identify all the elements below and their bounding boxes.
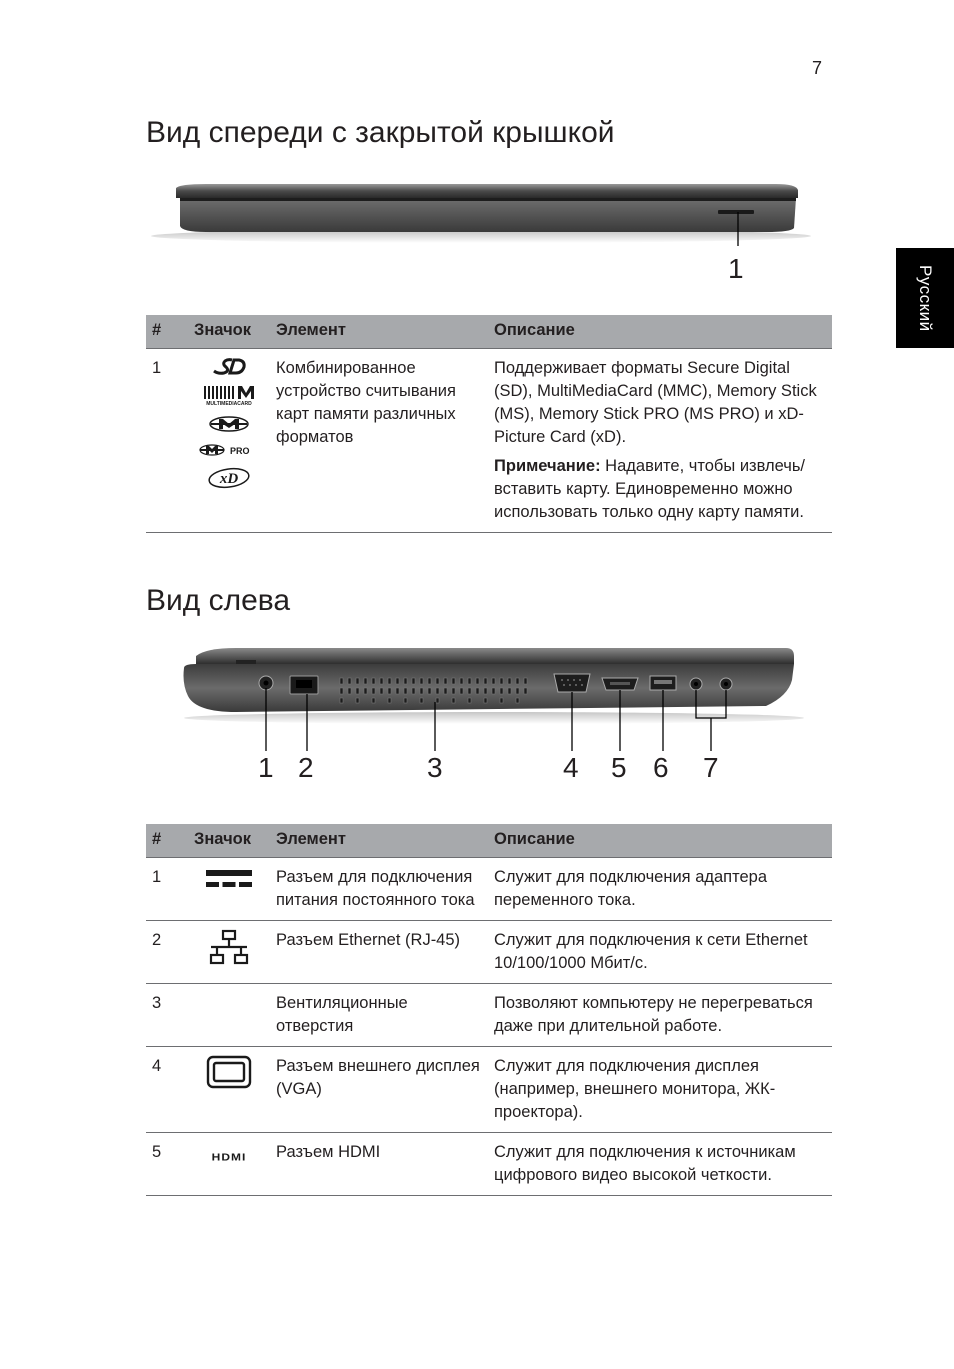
memory-stick-pro-logo-icon: [198, 442, 260, 465]
row-number: 5: [146, 1133, 188, 1196]
row-element: Комбинированное устройство считывания карт памяти различных форматов: [270, 349, 488, 533]
row-number: 1: [146, 349, 188, 533]
left-callout-6: 6: [653, 752, 669, 783]
ethernet-network-icon: [194, 929, 264, 967]
table-row: [146, 858, 832, 921]
header-icon: Значок: [188, 315, 270, 349]
header-description: Описание: [488, 315, 832, 349]
left-callout-3: 3: [427, 752, 443, 783]
left-callout-5: 5: [611, 752, 627, 783]
row-number: 1: [146, 858, 188, 921]
vga-display-icon: [194, 1055, 264, 1089]
row-icon: [188, 984, 270, 1047]
header-description: Описание: [488, 824, 832, 858]
front-view-table: [146, 315, 832, 533]
table-row: [146, 1047, 832, 1133]
left-callout-2: 2: [298, 752, 314, 783]
row-element: Разъем внешнего дисплея (VGA): [270, 1047, 488, 1133]
row-icon: [188, 858, 270, 921]
row-icon: [188, 921, 270, 984]
front-view-title: Вид спереди с закрытой крышкой: [146, 116, 615, 149]
multimediacard-logo-icon: [202, 384, 256, 413]
row-description: Служит для подключения к сети Ethernet 10/100/1000 Мбит/с.: [488, 921, 832, 984]
description-text: Поддерживает форматы Secure Digital (SD), MultiMediaCard (MMC), Memory Stick (MS), Memory Stick PRO (MS PRO) и xD-Picture Card (xD).: [494, 359, 817, 446]
row-description: Служит для подключения к источникам цифрового видео высокой четкости.: [488, 1133, 832, 1196]
row-description: Служит для подключения адаптера переменного тока.: [488, 858, 832, 921]
header-icon: Значок: [188, 824, 270, 858]
row-description: Позволяют компьютеру не перегреваться даже при длительной работе.: [488, 984, 832, 1047]
page-number: 7: [812, 58, 823, 78]
row-element: Разъем Ethernet (RJ-45): [270, 921, 488, 984]
row-description: Служит для подключения дисплея (например, внешнего монитора, ЖК-проектора).: [488, 1047, 832, 1133]
left-callout-1: 1: [258, 752, 274, 783]
table-header-row: [146, 824, 832, 858]
language-tab-label: Русский: [916, 264, 935, 332]
row-element: Разъем для подключения питания постоянного тока: [270, 858, 488, 921]
left-view-table: [146, 824, 832, 1196]
table-row: [146, 984, 832, 1047]
front-callout-1: 1: [728, 253, 744, 284]
xd-logo-icon: [206, 467, 252, 496]
ms-pro-logo-text: PRO: [230, 446, 250, 456]
header-num: #: [146, 315, 188, 349]
row-element: Вентиляционные отверстия: [270, 984, 488, 1047]
table-header-row: [146, 315, 832, 349]
memory-stick-logo-icon: [207, 415, 251, 440]
left-view-illustration: [176, 636, 806, 751]
front-view-illustration: [146, 176, 816, 246]
sd-logo-icon: [212, 357, 246, 382]
row-element: Разъем HDMI: [270, 1133, 488, 1196]
mmc-logo-text: MULTIMEDIACARD: [206, 401, 252, 406]
row-icon: [188, 1133, 270, 1196]
dc-power-icon: [194, 866, 264, 892]
header-num: #: [146, 824, 188, 858]
left-callout-7: 7: [703, 752, 719, 783]
header-element: Элемент: [270, 315, 488, 349]
row-number: 4: [146, 1047, 188, 1133]
row-icon: [188, 1047, 270, 1133]
note-text: Надавите, чтобы извлечь/вставить карту. Единовременно можно использовать только одну карту памяти.: [494, 457, 806, 521]
row-number: 3: [146, 984, 188, 1047]
row-icons: [188, 349, 270, 533]
table-row: [146, 921, 832, 984]
row-description: [488, 349, 832, 533]
hdmi-logo-icon: [194, 1141, 264, 1171]
left-view-title: Вид слева: [146, 584, 291, 617]
hdmi-logo-text: HDMI: [211, 1152, 247, 1164]
header-element: Элемент: [270, 824, 488, 858]
note-label: Примечание:: [494, 457, 601, 475]
language-tab: [896, 248, 954, 348]
row-number: 2: [146, 921, 188, 984]
table-row: [146, 349, 832, 533]
left-callout-4: 4: [563, 752, 579, 783]
xd-logo-text: xD: [219, 471, 239, 487]
note-paragraph: [494, 455, 826, 524]
table-row: [146, 1133, 832, 1196]
